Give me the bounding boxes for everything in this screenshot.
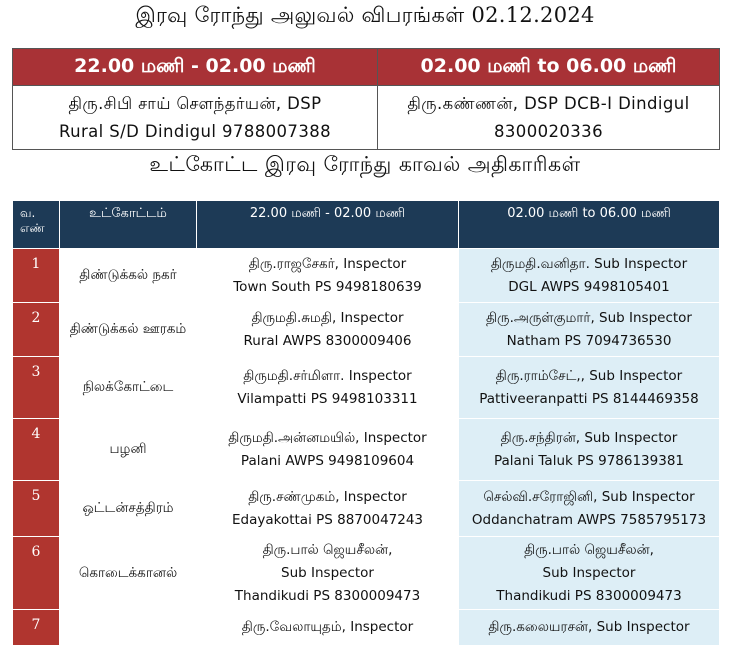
subdivision-cell: பழனி: [60, 419, 197, 481]
serial-number-cell: 6: [13, 537, 60, 610]
shift2-officer-cell: [459, 610, 720, 646]
table-header-row: [13, 201, 720, 249]
officer-line: திரு.சந்திரன், Sub Inspector: [500, 429, 678, 446]
serial-number-cell: 7: [13, 610, 60, 646]
shift2-officer-cell: [459, 419, 720, 481]
subdivision-cell: நிலக்கோட்டை: [60, 357, 197, 419]
officer-line: Oddanchatram AWPS 7585795173: [471, 511, 707, 528]
shift1-officer-cell: [197, 249, 459, 303]
officer-line: Edayakottai PS 8870047243: [231, 511, 424, 528]
shift2-officer-cell: [459, 249, 720, 303]
dsp-shift1-line: Rural S/D Dindigul 9788007388: [58, 121, 332, 141]
officer-line: Town South PS 9498180639: [233, 278, 422, 295]
officer-line: திரு.வேலாயுதம், Inspector: [241, 619, 414, 635]
dsp-shift1-line: திரு.சிபி சாய் சௌந்தர்யன், DSP: [68, 93, 322, 113]
shift1-officer-cell: [197, 419, 459, 481]
officer-line: Rural AWPS 8300009406: [243, 332, 412, 349]
officer-line: DGL AWPS 9498105401: [508, 278, 670, 295]
dsp-shift2-line: 8300020336: [494, 121, 603, 141]
shift2-officer-cell: [459, 357, 720, 419]
shift2-header: 02.00 மணி to 06.00 மணி: [378, 49, 720, 86]
table-row: [13, 303, 720, 357]
officer-line: திரு.அருள்குமார், Sub Inspector: [486, 309, 692, 326]
shift1-header: 22.00 மணி - 02.00 மணி: [13, 49, 378, 86]
shift1-officer-cell: [197, 357, 459, 419]
table-row: [13, 610, 720, 646]
officer-line: திருமதி.சர்மிளா. Inspector: [243, 367, 412, 384]
officer-line: திரு.பால் ஜெயசீலன்,: [524, 541, 654, 558]
dsp-shift2-cell: [378, 86, 720, 150]
serial-header: வ. எண்: [13, 201, 60, 249]
subdivision-cell: ஒட்டன்சத்திரம்: [60, 481, 197, 537]
serial-number-cell: 3: [13, 357, 60, 419]
serial-number-cell: 5: [13, 481, 60, 537]
officer-line: திருமதி.வனிதா. Sub Inspector: [490, 255, 688, 272]
dsp-patrol-table: [12, 48, 720, 150]
shift2-officer-cell: [459, 537, 720, 610]
officer-line: செல்வி.சரோஜினி, Sub Inspector: [483, 488, 695, 505]
subdivision-patrol-table: [12, 200, 720, 646]
officer-line: Pattiveeranpatti PS 8144469358: [479, 390, 699, 407]
dsp-shift1-cell: [13, 86, 378, 150]
serial-number-cell: 4: [13, 419, 60, 481]
table-row: [13, 481, 720, 537]
shift1-officer-cell: [197, 537, 459, 610]
subdivision-cell: திண்டுக்கல் நகர்: [60, 249, 197, 303]
subdivision-cell: [60, 610, 197, 646]
subdivision-cell: திண்டுக்கல் ஊரகம்: [60, 303, 197, 357]
officer-line: Palani Taluk PS 9786139381: [493, 452, 685, 469]
table-row: [13, 537, 720, 610]
officer-line: Natham PS 7094736530: [506, 332, 672, 349]
officer-line: Thandikudi PS 8300009473: [234, 587, 421, 604]
officer-line: Palani AWPS 9498109604: [240, 452, 415, 469]
officer-line: Sub Inspector: [281, 564, 374, 581]
shift1-officer-cell: [197, 481, 459, 537]
shift2-officer-cell: [459, 481, 720, 537]
officer-line: Thandikudi PS 8300009473: [496, 587, 682, 604]
officer-line: திருமதி.சுமதி, Inspector: [251, 309, 404, 326]
officer-line: திரு.சண்முகம், Inspector: [248, 488, 407, 505]
area-header: உட்கோட்டம்: [60, 201, 197, 249]
officer-line: Vilampatti PS 9498103311: [237, 390, 418, 407]
officer-line: திருமதி.அன்னமயில், Inspector: [228, 429, 427, 446]
table-row: [13, 419, 720, 481]
officer-line: திரு.கலையரசன், Sub Inspector: [488, 619, 690, 635]
shift1-header: 22.00 மணி - 02.00 மணி: [197, 201, 459, 249]
shift1-officer-cell: [197, 610, 459, 646]
serial-number-cell: 2: [13, 303, 60, 357]
officer-line: திரு.பால் ஜெயசீலன்,: [262, 541, 393, 558]
shift2-officer-cell: [459, 303, 720, 357]
table-row: [13, 357, 720, 419]
shift2-header: 02.00 மணி to 06.00 மணி: [459, 201, 720, 249]
serial-number-cell: 1: [13, 249, 60, 303]
officer-line: Sub Inspector: [542, 564, 636, 581]
table-row: [13, 249, 720, 303]
section-subtitle: உட்கோட்ட இரவு ரோந்து காவல் அதிகாரிகள்: [149, 152, 581, 176]
officer-line: திரு.ராஜசேகர், Inspector: [248, 255, 407, 272]
dsp-shift2-line: திரு.கண்ணன், DSP DCB-I Dindigul: [407, 93, 690, 113]
page-title: இரவு ரோந்து அலுவல் விபரங்கள் 02.12.2024: [135, 3, 595, 27]
shift1-officer-cell: [197, 303, 459, 357]
subdivision-cell: கொடைக்கானல்: [60, 537, 197, 610]
officer-line: திரு.ராம்சேட்,, Sub Inspector: [495, 367, 683, 384]
